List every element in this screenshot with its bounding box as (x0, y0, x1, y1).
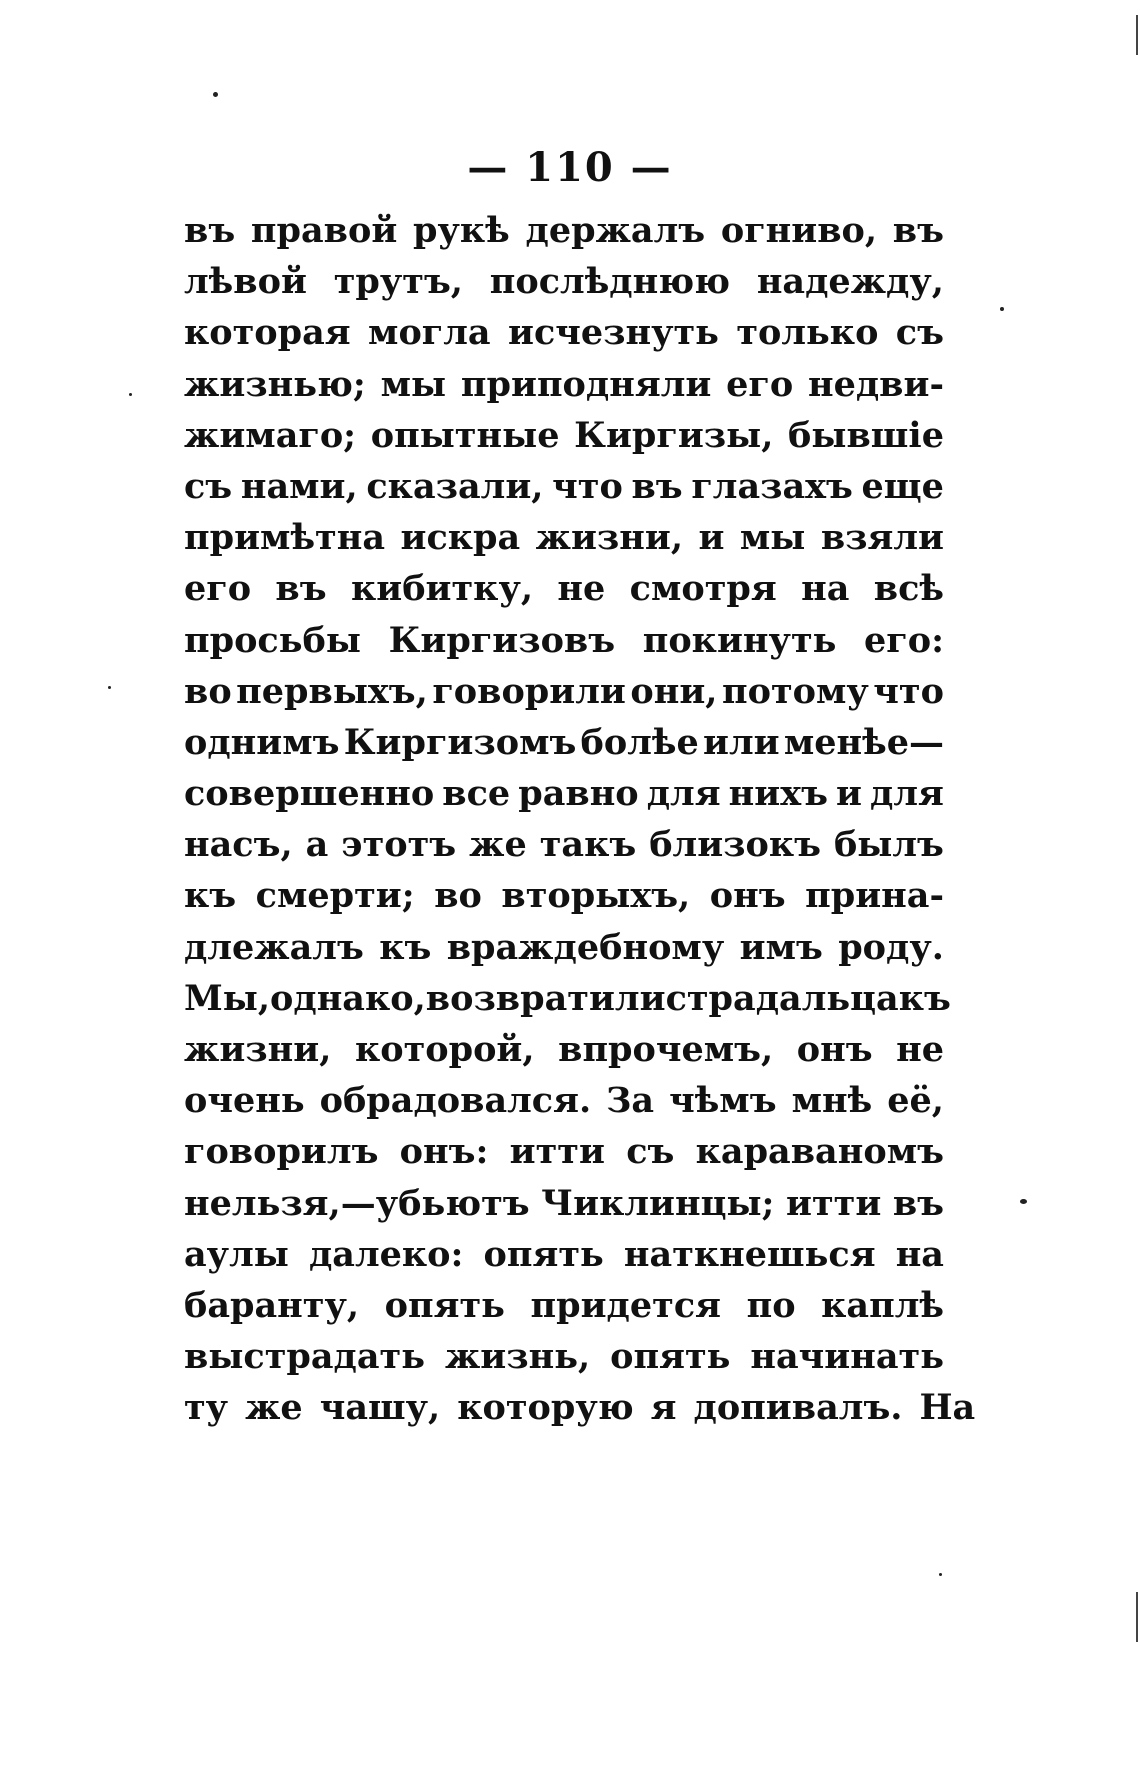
word: Киргизомъ (343, 721, 577, 763)
word: всѣ (873, 568, 944, 610)
text-line (184, 1280, 944, 1331)
text-line (184, 768, 944, 819)
word: болѣе (580, 721, 699, 763)
word: возвратили (425, 977, 666, 1019)
body-text (184, 205, 976, 1434)
word: чашу, (319, 1387, 441, 1429)
word: съ (895, 312, 944, 354)
word: онъ: (399, 1131, 489, 1173)
word: съ (626, 1131, 675, 1173)
word: насъ, (184, 824, 293, 866)
word: однако, (270, 977, 426, 1019)
word: которой, (354, 1029, 535, 1070)
word: имъ (739, 926, 823, 968)
word: обрадовался. (319, 1080, 592, 1122)
word: Киргизовъ (388, 619, 616, 661)
text-line (184, 563, 944, 614)
word: онъ (709, 875, 786, 917)
word: надежду, (756, 261, 944, 303)
print-speck (1000, 307, 1004, 311)
word: итти (786, 1182, 882, 1224)
word: которая (184, 312, 351, 354)
word: не (557, 568, 606, 610)
word: начинать (750, 1336, 944, 1378)
word: впрочемъ, (558, 1029, 774, 1070)
word: враждебному (446, 926, 725, 968)
word: За (606, 1080, 655, 1122)
word: очень (184, 1080, 305, 1122)
word: взяли (820, 517, 944, 559)
word: менѣе— (783, 721, 944, 763)
text-line (184, 359, 944, 410)
word: близокъ (649, 824, 821, 866)
word: съ (184, 465, 233, 507)
page-number: — 110 — (467, 144, 673, 191)
word: равно (518, 773, 639, 815)
word: допивалъ. (693, 1387, 903, 1429)
word: только (736, 312, 879, 354)
word: мы (739, 517, 806, 559)
word: его (184, 568, 252, 610)
word: такъ (539, 824, 637, 866)
text-line (184, 1382, 976, 1433)
word: что (552, 465, 623, 507)
text-line (184, 1024, 944, 1075)
word: смерти; (255, 875, 415, 917)
word: примѣтна (184, 517, 386, 559)
word: однимъ (184, 721, 340, 763)
text-line (184, 717, 944, 768)
text-line (184, 1229, 944, 1280)
word: покинуть (642, 619, 837, 661)
word: правой (250, 210, 398, 251)
word: баранту, (184, 1284, 360, 1326)
word: опять (483, 1233, 604, 1275)
word: вторыхъ, (501, 875, 691, 917)
word: къ (379, 926, 432, 968)
word: итти (509, 1131, 605, 1173)
word: я (650, 1387, 677, 1429)
word: говорили (432, 670, 626, 712)
word: её, (887, 1080, 944, 1122)
word: все (442, 773, 511, 815)
word: въ (631, 465, 683, 507)
word: трутъ, (333, 261, 463, 303)
word: его: (864, 619, 944, 661)
text-line (184, 973, 951, 1024)
word: Чиклинцы; (541, 1182, 775, 1224)
print-speck (129, 393, 132, 396)
word: а (305, 824, 329, 866)
text-line (184, 922, 944, 973)
word: жизнью; (184, 363, 366, 405)
word: жизни, (184, 1029, 332, 1070)
word: для (870, 773, 944, 815)
word: недви- (807, 363, 944, 405)
word: къ (898, 977, 951, 1019)
word: Киргизы, (574, 414, 774, 456)
word: въ (892, 210, 944, 251)
word: нами, (240, 465, 358, 507)
print-speck (108, 686, 111, 689)
word: придется (530, 1284, 722, 1326)
word: роду. (838, 926, 944, 968)
word: опытные (370, 414, 560, 456)
word: Мы, (184, 977, 271, 1019)
word: опять (384, 1284, 505, 1326)
word: же (245, 1387, 303, 1429)
word: кибитку, (350, 568, 534, 610)
word: еще (861, 465, 944, 507)
word: искра (400, 517, 521, 559)
word: длежалъ (184, 926, 364, 968)
page-edge-mark (1136, 1592, 1138, 1642)
text-line (184, 512, 944, 563)
word: его (726, 363, 794, 405)
word: огниво, (720, 210, 878, 251)
word: которую (457, 1387, 634, 1429)
word: въ (892, 1182, 944, 1224)
word: На (919, 1387, 976, 1429)
text-line (184, 1178, 944, 1229)
text-line (184, 870, 944, 921)
word: мнѣ (791, 1080, 873, 1122)
word: жизни, (535, 517, 684, 559)
word: былъ (833, 824, 944, 866)
word: выстрадать (184, 1336, 426, 1378)
word: ту (184, 1387, 229, 1429)
word: жимаго; (184, 414, 357, 456)
word: глазахъ (691, 465, 853, 507)
word: во (184, 670, 232, 712)
text-line (184, 1331, 944, 1382)
word: нихъ (728, 773, 828, 815)
word: мы (380, 363, 447, 405)
word: по (746, 1284, 796, 1326)
word: рукѣ (413, 210, 510, 251)
word: для (646, 773, 721, 815)
word: далеко: (308, 1233, 464, 1275)
text-line (184, 1126, 944, 1177)
word: прина- (805, 875, 944, 917)
word: караваномъ (695, 1131, 944, 1173)
word: къ (184, 875, 237, 917)
word: могла (368, 312, 491, 354)
word: сказали, (366, 465, 544, 507)
word: исчезнуть (507, 312, 719, 354)
print-speck (939, 1573, 942, 1576)
word: въ (275, 568, 327, 610)
text-line (184, 256, 944, 307)
word: чѣмъ (669, 1080, 777, 1122)
word: потому (721, 670, 869, 712)
text-line (184, 307, 944, 358)
word: и (836, 773, 862, 815)
text-line (184, 1075, 944, 1126)
page-edge-mark (1136, 15, 1138, 55)
word: на (801, 568, 850, 610)
word: опять (610, 1336, 731, 1378)
word: этотъ (341, 824, 457, 866)
word: страдальца (665, 977, 899, 1019)
word: говорилъ (184, 1131, 379, 1173)
word: смотря (629, 568, 777, 610)
text-line (184, 819, 944, 870)
word: лѣвой (184, 261, 307, 303)
text-line (184, 666, 944, 717)
word: или (703, 721, 780, 763)
word: каплѣ (821, 1284, 944, 1326)
text-line (184, 410, 944, 461)
word: на (895, 1233, 944, 1275)
word: аулы (184, 1233, 289, 1275)
word: не (896, 1029, 944, 1070)
text-line (184, 205, 944, 256)
text-line (184, 615, 944, 666)
word: они, (630, 670, 718, 712)
word: во (434, 875, 482, 917)
print-speck (1020, 1199, 1027, 1204)
word: жизнь, (444, 1336, 591, 1378)
word: просьбы (184, 619, 361, 661)
word: нельзя,—убьютъ (184, 1182, 530, 1224)
word: держалъ (525, 210, 706, 251)
word: послѣднюю (489, 261, 731, 303)
word: онъ (796, 1029, 873, 1070)
word: что (873, 670, 944, 712)
word: совершенно (184, 773, 435, 815)
word: и (698, 517, 725, 559)
print-speck (213, 92, 218, 97)
word: приподняли (460, 363, 712, 405)
word: въ (184, 210, 236, 251)
word: же (469, 824, 527, 866)
word: наткнешься (623, 1233, 876, 1275)
text-line (184, 461, 944, 512)
word: бывшіе (788, 414, 944, 456)
word: первыхъ, (236, 670, 428, 712)
